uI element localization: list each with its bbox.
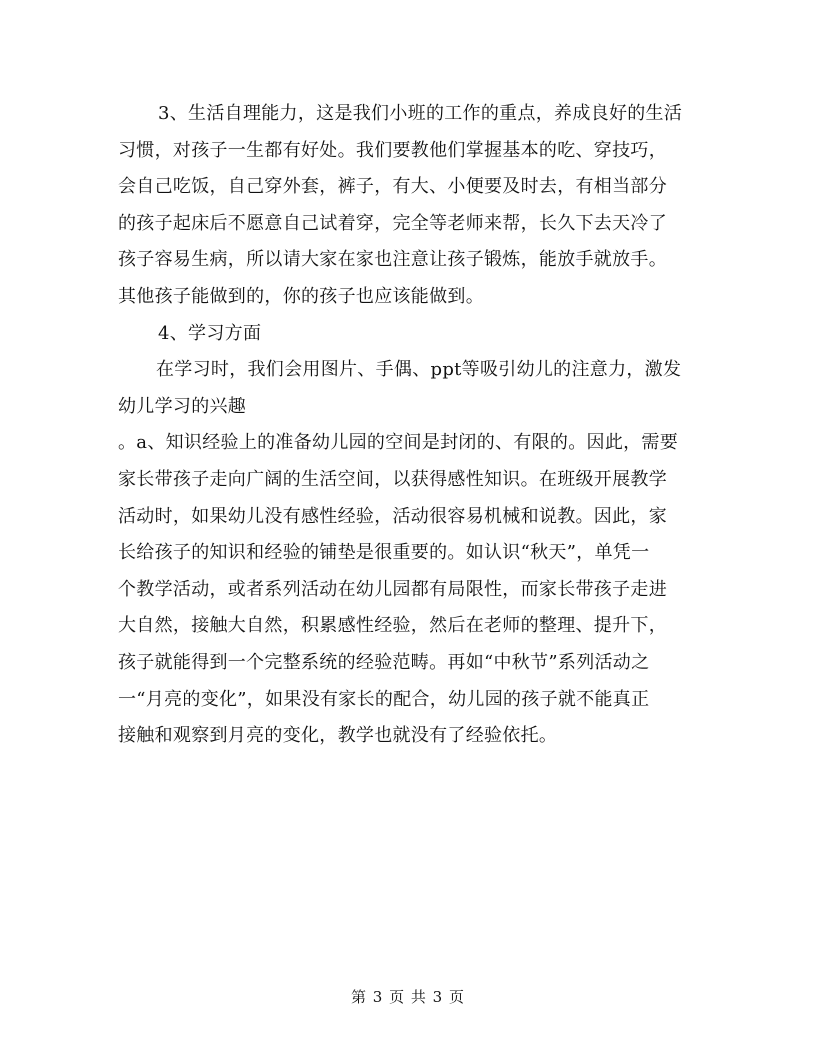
paragraph-line: 长给孩子的知识和经验的铺垫是很重要的。如认识“秋天”，单凭一 [118,542,650,564]
page-number-footer: 第 3 页 共 3 页 [351,988,465,1006]
paragraph-line: 3、生活自理能力，这是我们小班的工作的重点，养成良好的生活 [158,103,683,124]
paragraph-line: 幼儿学习的兴趣 [118,395,247,417]
document-body [118,96,694,755]
paragraph-line: 的孩子起床后不愿意自己试着穿，完全等老师来帮，长久下去天冷了 [118,212,667,234]
paragraph-line: 个教学活动，或者系列活动在幼儿园都有局限性，而家长带孩子走进 [118,578,667,600]
paragraph-line: 孩子容易生病，所以请大家在家也注意让孩子锻炼，能放手就放手。 [118,249,667,271]
paragraph-line: 接触和观察到月亮的变化，教学也就没有了经验依托。 [118,725,558,747]
paragraph-line: 家长带孩子走向广阔的生活空间，以获得感性知识。在班级开展教学 [118,468,667,490]
paragraph-line: 其他孩子能做到的，你的孩子也应该能做到。 [118,285,484,307]
paragraph-line: 习惯，对孩子一生都有好处。我们要教他们掌握基本的吃、穿技巧， [118,139,667,161]
paragraph-line: 在学习时，我们会用图片、手偶、ppt等吸引幼儿的注意力，激发 [156,359,682,381]
paragraph-line: 会自己吃饭，自己穿外套，裤子，有大、小便要及时去，有相当部分 [118,176,667,198]
paragraph-line: 一“月亮的变化”，如果没有家长的配合，幼儿园的孩子就不能真正 [118,688,650,710]
paragraph-line: 大自然，接触大自然，积累感性经验，然后在老师的整理、提升下， [118,615,667,637]
paragraph-line: 孩子就能得到一个完整系统的经验范畴。再如“中秋节”系列活动之 [118,651,650,673]
paragraph-line: 活动时，如果幼儿没有感性经验，活动很容易机械和说教。因此，家 [118,505,667,527]
paragraph-line: 。a、知识经验上的准备幼儿园的空间是封闭的、有限的。因此，需要 [118,432,679,454]
section-heading: 4、学习方面 [158,322,262,344]
